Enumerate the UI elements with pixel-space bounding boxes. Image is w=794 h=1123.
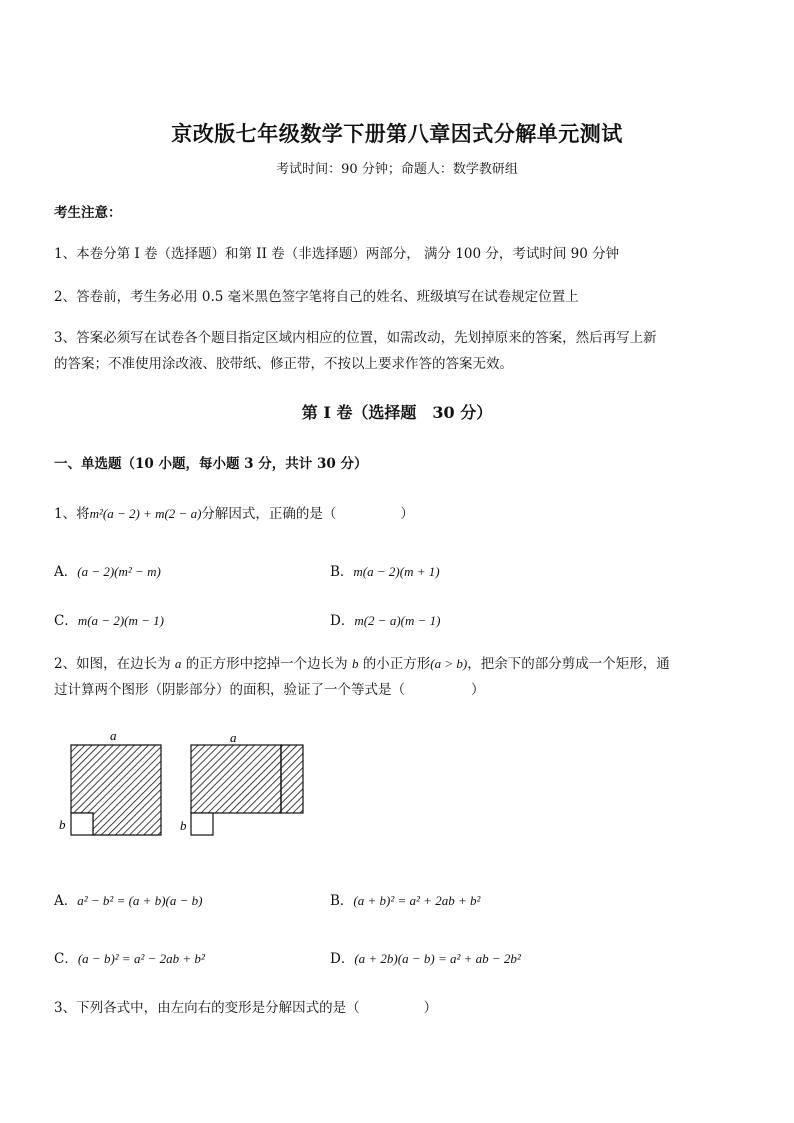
q1-option-a[interactable]	[54, 560, 161, 580]
q3-text: 3、下列各式中，由左向右的变形是分解因式的是（	[54, 1000, 360, 1016]
page-title: 京改版七年级数学下册第八章因式分解单元测试	[171, 121, 623, 146]
q2-option-b[interactable]	[330, 889, 480, 909]
option-label: C．	[54, 613, 78, 629]
q3-close: ）	[423, 1000, 438, 1016]
option-label: B．	[330, 893, 354, 909]
q2-text: 过计算两个图形（阴影部分）的面积，验证了一个等式是（	[54, 682, 405, 698]
q2-option-a[interactable]	[54, 889, 202, 909]
option-text: (a + b)² = a² + 2ab + b²	[353, 893, 481, 908]
exam-subtitle: 考试时间：90 分钟；命题人：数学教研组	[276, 162, 518, 177]
q1-option-b[interactable]	[330, 560, 440, 580]
option-text: a² − b² = (a + b)(a − b)	[77, 893, 203, 908]
left-label-b: b	[59, 817, 66, 832]
q1-option-d[interactable]	[330, 609, 440, 629]
option-label: C．	[54, 951, 78, 967]
option-text: (a − 2)(m² − m)	[77, 564, 161, 579]
option-label: A．	[54, 893, 78, 909]
section-title: 第 I 卷（选择题 30 分）	[301, 403, 493, 422]
notice-item-3-line2: 的答案；不准使用涂改液、胶带纸、修正带，不按以上要求作答的答案无效。	[54, 356, 513, 372]
option-label: D．	[330, 613, 355, 629]
question-3	[54, 996, 437, 1016]
q1-expression: m²(a − 2) + m(2 − a)	[89, 506, 202, 521]
left-square-figure	[59, 728, 161, 835]
option-text: m(a − 2)(m + 1)	[353, 564, 440, 579]
right-label-a: a	[230, 730, 237, 745]
q2-option-d[interactable]	[330, 947, 521, 967]
q2-text: 的正方形中挖掉一个边长为	[185, 656, 348, 672]
q2-text: ，把余下的部分剪成一个矩形，通	[467, 656, 670, 672]
option-text: m(2 − a)(m − 1)	[354, 613, 441, 628]
q1-suffix: 分解因式，正确的是（	[201, 506, 337, 522]
q2-option-c[interactable]	[54, 947, 205, 967]
q1-close: ）	[400, 506, 414, 522]
notice-item-3-line1: 3、答案必须写在试卷各个题目指定区域内相应的位置，如需改动，先划掉原来的答案，然后再写上新	[54, 330, 657, 346]
q2-var-a: a	[174, 656, 182, 671]
question-2-line1	[54, 652, 670, 672]
q2-text: 2、如图，在边长为	[54, 656, 171, 672]
q1-option-c[interactable]	[54, 609, 164, 629]
option-label: A．	[54, 564, 78, 580]
option-text: m(a − 2)(m − 1)	[77, 613, 164, 628]
option-text: (a − b)² = a² − 2ab + b²	[77, 951, 205, 966]
right-label-b: b	[180, 818, 187, 833]
question-1	[54, 502, 414, 522]
option-label: D．	[330, 951, 355, 967]
option-label: B．	[330, 564, 354, 580]
q2-figure	[54, 726, 314, 842]
notice-heading: 考生注意：	[54, 205, 122, 221]
left-label-a: a	[110, 728, 117, 743]
question-2-line2	[54, 678, 485, 698]
q1-prefix: 1、将	[54, 506, 90, 522]
q2-close: ）	[471, 682, 485, 698]
q2-var-b: b	[351, 656, 359, 671]
notice-item-1: 1、本卷分第 I 卷（选择题）和第 II 卷（非选择题）两部分， 满分 100 分，考试时间 90 分钟	[54, 246, 620, 262]
right-rectangle-figure	[180, 730, 303, 835]
option-text: (a + 2b)(a − b) = a² + ab − 2b²	[354, 951, 521, 966]
notice-item-2: 2、答卷前，考生务必用 0.5 毫米黑色签字笔将自己的姓名、班级填写在试卷规定位置上	[54, 289, 579, 305]
q2-condition: (a > b)	[430, 656, 468, 671]
q2-text: 的小正方形	[362, 656, 431, 672]
part-heading: 一、单选题（10 小题，每小题 3 分，共计 30 分）	[54, 456, 368, 472]
